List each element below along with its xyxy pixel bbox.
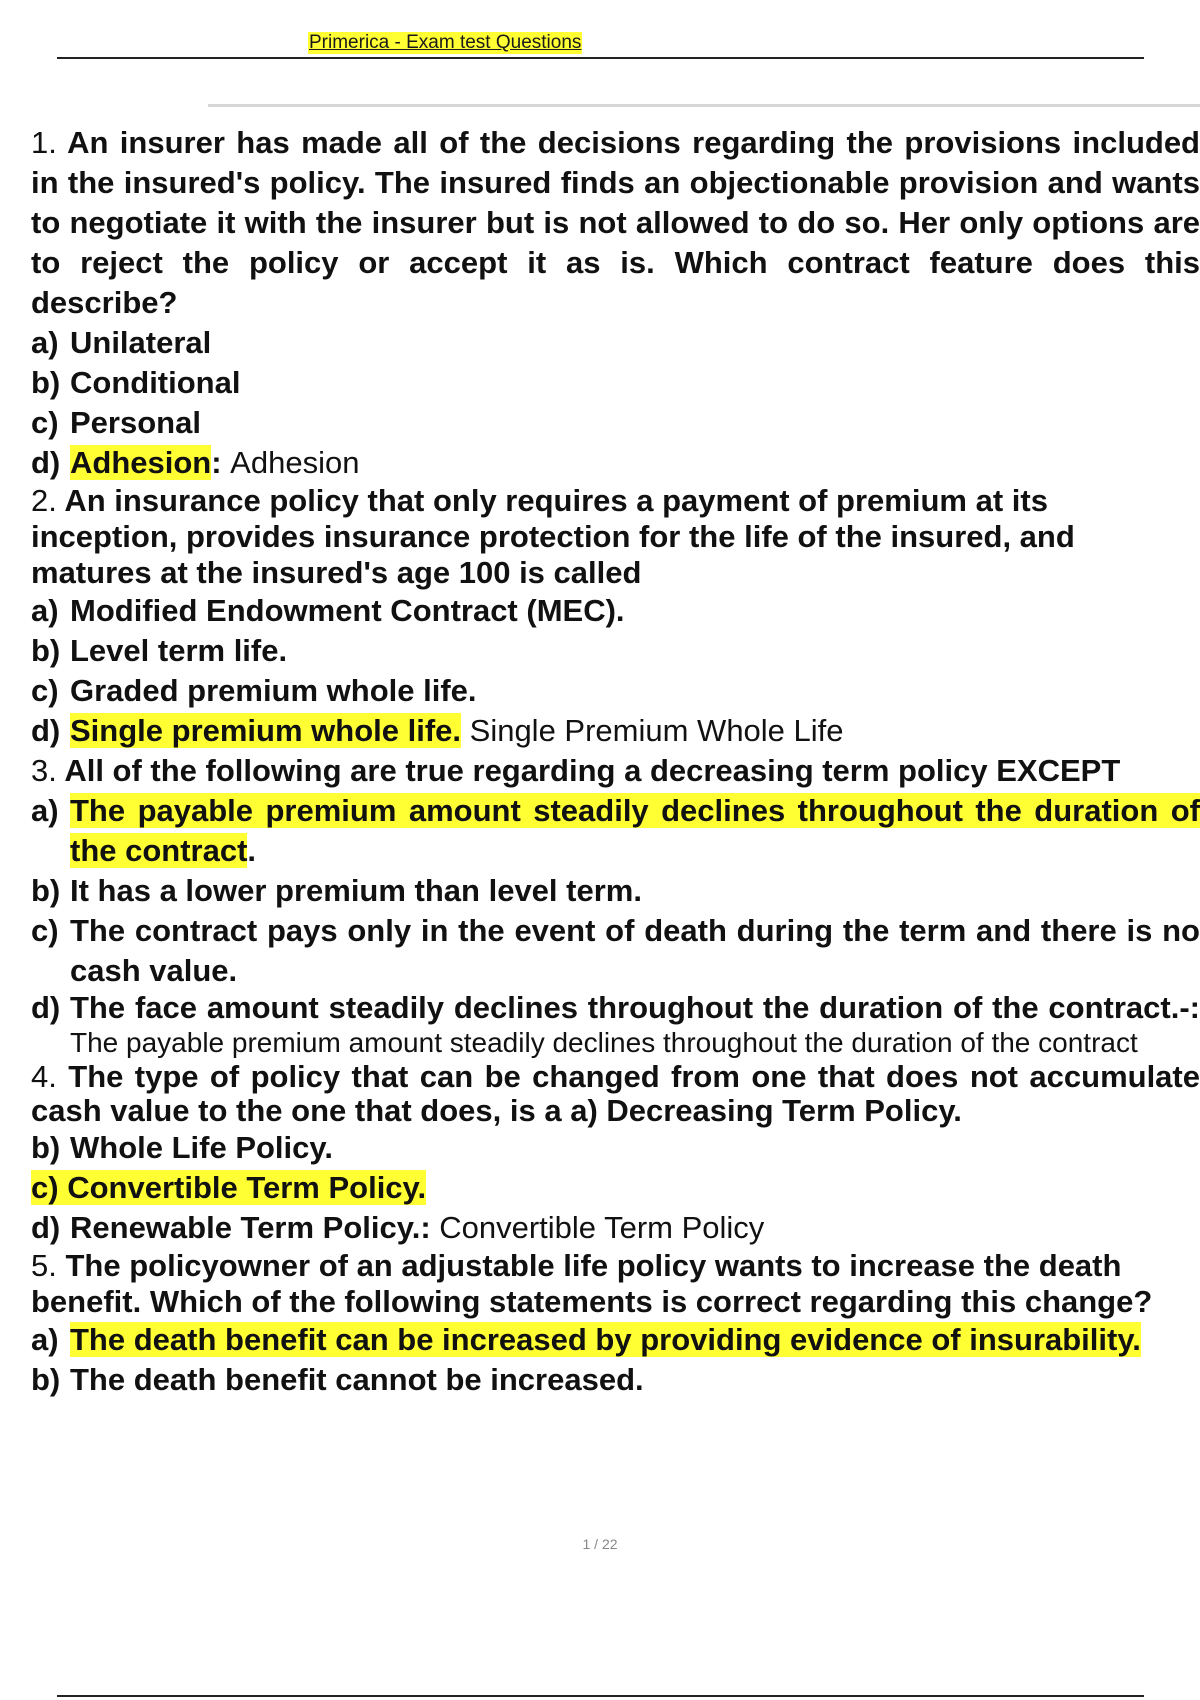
question-2-option-a <box>31 591 1200 631</box>
option-letter: d) <box>31 713 61 748</box>
question-5 <box>31 1248 1200 1320</box>
question-2-answer: Single Premium Whole Life <box>469 713 844 748</box>
question-1-option-b <box>31 363 1200 403</box>
highlighted-correct-option: The payable premium amount steadily declines throughout the duration of the contract <box>70 793 1200 868</box>
option-text: The face amount steadily declines throughout the duration of the contract.- <box>70 990 1190 1025</box>
option-text: The contract pays only in the event of death during the term and there is no cash value. <box>70 913 1200 988</box>
question-3 <box>31 751 1200 791</box>
question-3-option-b <box>31 871 1200 911</box>
question-5-text: The policyowner of an adjustable life policy wants to increase the death benefit. Which of the following statements is correct regarding this change? <box>31 1248 1153 1319</box>
option-letter: a) <box>31 793 59 828</box>
option-text: Renewable Term Policy. <box>70 1210 421 1245</box>
question-1-option-a <box>31 323 1200 363</box>
option-letter: c) <box>31 405 59 440</box>
option-letter: b) <box>31 1130 61 1165</box>
option-letter: d) <box>31 445 61 480</box>
option-text: Unilateral <box>70 325 212 360</box>
option-letter: b) <box>31 365 61 400</box>
option-text: It has a lower premium than level term. <box>70 873 642 908</box>
option-text: Level term life. <box>70 633 288 668</box>
option-letter: b) <box>31 633 61 668</box>
option-letter: d) <box>31 1210 61 1245</box>
option-letter: c) <box>31 913 59 948</box>
option-text: Personal <box>70 405 201 440</box>
option-letter: a) <box>31 1322 59 1357</box>
question-2-option-b <box>31 631 1200 671</box>
highlighted-correct-option <box>31 1170 426 1205</box>
option-text: Convertible Term Policy. <box>67 1170 427 1205</box>
separator-line <box>208 104 1200 107</box>
question-2-text: An insurance policy that only requires a payment of premium at its inception, provides insurance protection for the life of the insured, and matures at the insured's age 100 is called <box>31 483 1075 590</box>
question-3-answer: The payable premium amount steadily declines throughout the duration of the contract <box>70 1027 1138 1058</box>
question-2 <box>31 483 1200 591</box>
question-3-number: 3. <box>31 753 57 788</box>
option-text: The death benefit cannot be increased. <box>70 1362 644 1397</box>
question-4-option-d: d) Renewable Term Policy.: Convertible Term Policy <box>31 1208 1200 1248</box>
question-3-text: All of the following are true regarding a decreasing term policy EXCEPT <box>64 753 1121 788</box>
question-5-option-b <box>31 1360 1200 1400</box>
question-2-number: 2. <box>31 483 57 518</box>
option-text: Whole Life Policy. <box>70 1130 333 1165</box>
option-letter: b) <box>31 1362 61 1397</box>
page-header <box>57 30 1144 59</box>
option-letter: d) <box>31 990 61 1025</box>
option-trailing-period: . <box>247 833 257 868</box>
highlighted-correct-option: Single premium whole life. <box>70 713 462 748</box>
option-letter: c) <box>31 1170 59 1205</box>
option-text: Graded premium whole life. <box>70 673 477 708</box>
question-2-option-d <box>31 711 1200 751</box>
header-title: Primerica - Exam test Questions <box>309 32 582 53</box>
option-letter: a) <box>31 593 59 628</box>
questions-content <box>31 123 1200 1400</box>
option-letter: a) <box>31 325 59 360</box>
question-3-option-d: d) The face amount steadily declines throughout the duration of the contract.-: The payable premium amount steadily declines throughout the duration of the contract <box>31 990 1200 1058</box>
question-4-number: 4. <box>31 1059 57 1094</box>
option-text: Modified Endowment Contract (MEC). <box>70 593 625 628</box>
question-1-number: 1. <box>31 125 57 160</box>
footer-line <box>57 1695 1144 1697</box>
question-1-text: An insurer has made all of the decisions regarding the provisions included in the insured's policy. The insured finds an objectionable provision and wants to negotiate it with the insurer but is not allowed to do so. Her only options are to reject the policy or accept it as is. Which contract feature does this describe? <box>31 125 1200 320</box>
question-4-option-c <box>31 1168 1200 1208</box>
page-number: 1 / 22 <box>582 1536 618 1552</box>
question-3-option-a <box>31 791 1200 871</box>
question-1-answer: Adhesion <box>230 445 360 480</box>
question-5-number: 5. <box>31 1248 57 1283</box>
question-3-option-c <box>31 911 1200 991</box>
question-1-option-d: d) Adhesion: Adhesion <box>31 443 1200 483</box>
question-4-answer: Convertible Term Policy <box>439 1210 765 1245</box>
question-2-option-c <box>31 671 1200 711</box>
highlighted-correct-option: Adhesion <box>70 445 212 480</box>
highlighted-correct-option: The death benefit can be increased by providing evidence of insurability. <box>70 1322 1141 1357</box>
question-1 <box>31 123 1200 323</box>
question-5-option-a <box>31 1320 1200 1360</box>
option-letter: b) <box>31 873 61 908</box>
question-4-option-b <box>31 1128 1200 1168</box>
question-1-option-c <box>31 403 1200 443</box>
option-text: Conditional <box>70 365 241 400</box>
option-letter: c) <box>31 673 59 708</box>
question-4-text: The type of policy that can be changed from one that does not accumulate cash value to the one that does, is a a) Decreasing Term Policy. <box>31 1059 1200 1128</box>
question-4 <box>31 1060 1200 1128</box>
